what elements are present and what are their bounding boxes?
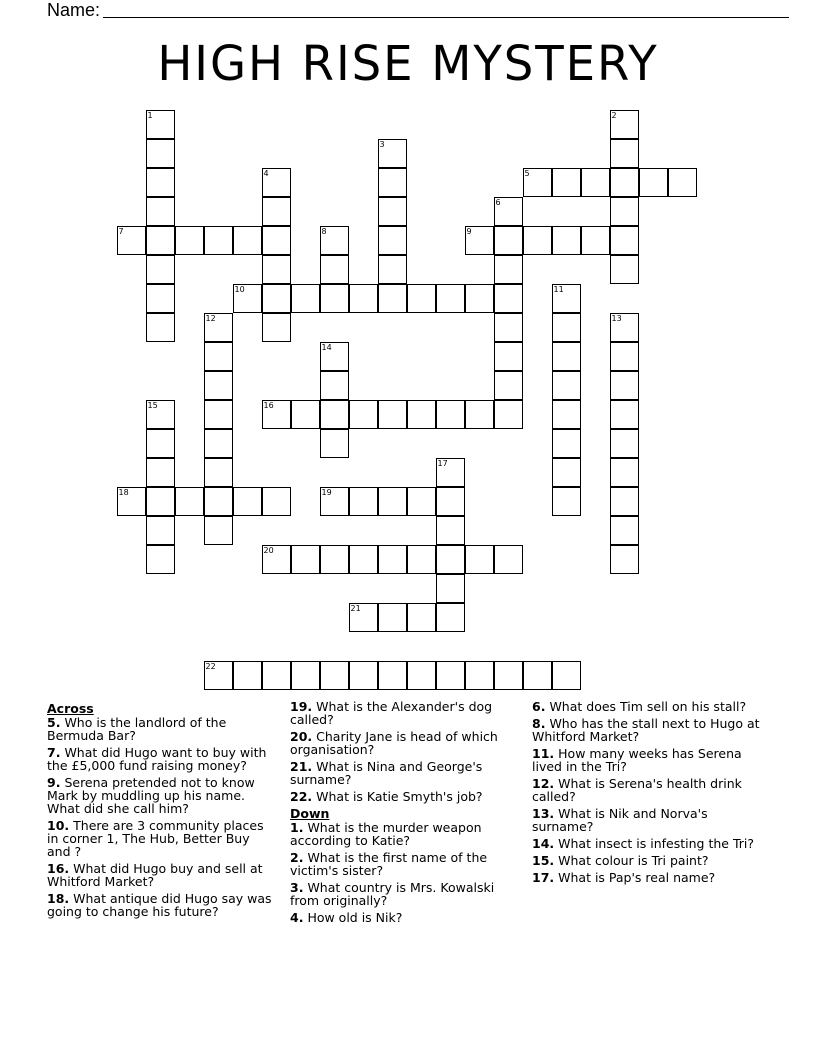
grid-cell[interactable] <box>262 284 291 313</box>
grid-cell[interactable] <box>175 487 204 516</box>
clue-number: 20 <box>263 545 274 555</box>
clue-down-6: 6. What does Tim sell on his stall? <box>532 699 747 714</box>
grid-cell[interactable] <box>610 197 639 226</box>
clue-number: 21 <box>350 603 361 613</box>
clue-across-22: 22. What is Katie Smyth's job? <box>290 789 483 804</box>
grid-cell[interactable] <box>320 226 349 255</box>
grid-cell[interactable] <box>233 226 262 255</box>
grid-cell[interactable] <box>610 313 639 342</box>
grid-cell[interactable] <box>117 487 146 516</box>
grid-cell[interactable] <box>378 197 407 226</box>
grid-cell[interactable] <box>494 313 523 342</box>
grid-cell[interactable] <box>581 226 610 255</box>
grid-cell[interactable] <box>117 226 146 255</box>
grid-cell[interactable] <box>262 313 291 342</box>
grid-cell[interactable] <box>291 284 320 313</box>
grid-cell[interactable] <box>146 429 175 458</box>
grid-cell[interactable] <box>320 429 349 458</box>
clue-number: 18 <box>118 487 129 497</box>
grid-cell[interactable] <box>436 603 465 632</box>
grid-cell[interactable] <box>436 661 465 690</box>
grid-cell[interactable] <box>523 168 552 197</box>
clue-number: 7 <box>118 226 124 236</box>
grid-cell[interactable] <box>349 661 378 690</box>
clue-down-14: 14. What insect is infesting the Tri? <box>532 836 754 851</box>
clue-number: 16 <box>263 400 274 410</box>
clue-number: 11 <box>553 284 564 294</box>
clue-number: 22 <box>205 661 216 671</box>
grid-cell[interactable] <box>610 487 639 516</box>
grid-cell[interactable] <box>204 458 233 487</box>
grid-cell[interactable] <box>378 284 407 313</box>
grid-cell[interactable] <box>320 545 349 574</box>
grid-cell[interactable] <box>378 603 407 632</box>
clue-across-20: 20. Charity Jane is head of which organisation? <box>290 729 498 757</box>
grid-cell[interactable] <box>465 284 494 313</box>
grid-cell[interactable] <box>610 400 639 429</box>
grid-cell[interactable] <box>146 226 175 255</box>
grid-cell[interactable] <box>494 371 523 400</box>
grid-cell[interactable] <box>146 168 175 197</box>
clue-number: 13 <box>611 313 622 323</box>
grid-cell[interactable] <box>407 545 436 574</box>
grid-cell[interactable] <box>610 458 639 487</box>
clue-across-10: 10. There are 3 community places in corner 1, The Hub, Better Buy and ? <box>47 818 264 859</box>
grid-cell[interactable] <box>610 168 639 197</box>
clue-down-13: 13. What is Nik and Norva's surname? <box>532 806 708 834</box>
grid-cell[interactable] <box>204 400 233 429</box>
grid-cell[interactable] <box>610 226 639 255</box>
clue-down-17: 17. What is Pap's real name? <box>532 870 716 885</box>
grid-cell[interactable] <box>610 545 639 574</box>
clue-down-3: 3. What country is Mrs. Kowalski from originally? <box>290 880 495 908</box>
clue-down-12: 12. What is Serena's health drink called? <box>532 776 742 804</box>
grid-cell[interactable] <box>204 371 233 400</box>
grid-cell[interactable] <box>146 545 175 574</box>
grid-cell[interactable] <box>146 458 175 487</box>
clue-number: 19 <box>321 487 332 497</box>
clue-number: 5 <box>524 168 530 178</box>
grid-cell[interactable] <box>146 487 175 516</box>
grid-cell[interactable] <box>523 661 552 690</box>
grid-cell[interactable] <box>233 661 262 690</box>
grid-cell[interactable] <box>494 197 523 226</box>
grid-cell[interactable] <box>378 139 407 168</box>
grid-cell[interactable] <box>262 197 291 226</box>
grid-cell[interactable] <box>552 429 581 458</box>
clue-down-11: 11. How many weeks has Serena lived in the Tri? <box>532 746 742 774</box>
grid-cell[interactable] <box>262 255 291 284</box>
clue-number: 15 <box>147 400 158 410</box>
grid-cell[interactable] <box>465 400 494 429</box>
grid-cell[interactable] <box>494 284 523 313</box>
grid-cell[interactable] <box>349 400 378 429</box>
clue-number: 8 <box>321 226 327 236</box>
grid-cell[interactable] <box>262 661 291 690</box>
clue-number: 17 <box>437 458 448 468</box>
grid-cell[interactable] <box>552 284 581 313</box>
grid-cell[interactable] <box>320 342 349 371</box>
grid-cell[interactable] <box>146 516 175 545</box>
grid-cell[interactable] <box>494 545 523 574</box>
grid-cell[interactable] <box>552 313 581 342</box>
grid-cell[interactable] <box>610 139 639 168</box>
grid-cell[interactable] <box>262 487 291 516</box>
grid-cell[interactable] <box>407 400 436 429</box>
grid-cell[interactable] <box>204 342 233 371</box>
grid-cell[interactable] <box>552 168 581 197</box>
grid-cell[interactable] <box>494 342 523 371</box>
clue-across-7: 7. What did Hugo want to buy with the £5,000 fund raising money? <box>47 745 267 773</box>
clue-down-1: 1. What is the murder weapon according to Katie? <box>290 820 482 848</box>
across-heading: Across <box>47 701 94 716</box>
grid-cell[interactable] <box>291 661 320 690</box>
grid-cell[interactable] <box>436 516 465 545</box>
clue-down-15: 15. What colour is Tri paint? <box>532 853 709 868</box>
grid-cell[interactable] <box>581 168 610 197</box>
grid-cell[interactable] <box>320 255 349 284</box>
grid-cell[interactable] <box>378 661 407 690</box>
grid-cell[interactable] <box>465 661 494 690</box>
grid-cell[interactable] <box>378 226 407 255</box>
clue-across-21: 21. What is Nina and George's surname? <box>290 759 483 787</box>
grid-cell[interactable] <box>349 603 378 632</box>
grid-cell[interactable] <box>407 487 436 516</box>
grid-cell[interactable] <box>407 284 436 313</box>
clue-number: 4 <box>263 168 269 178</box>
grid-cell[interactable] <box>146 400 175 429</box>
grid-cell[interactable] <box>378 255 407 284</box>
clue-down-8: 8. Who has the stall next to Hugo at Whitford Market? <box>532 716 760 744</box>
clue-down-4: 4. How old is Nik? <box>290 910 403 925</box>
grid-cell[interactable] <box>146 110 175 139</box>
grid-cell[interactable] <box>320 284 349 313</box>
grid-cell[interactable] <box>436 545 465 574</box>
grid-cell[interactable] <box>146 197 175 226</box>
clue-number: 2 <box>611 110 617 120</box>
grid-cell[interactable] <box>610 516 639 545</box>
grid-cell[interactable] <box>436 284 465 313</box>
grid-cell[interactable] <box>349 284 378 313</box>
grid-cell[interactable] <box>494 661 523 690</box>
down-heading: Down <box>290 806 330 821</box>
grid-cell[interactable] <box>378 168 407 197</box>
clue-number: 14 <box>321 342 332 352</box>
grid-cell[interactable] <box>349 545 378 574</box>
grid-cell[interactable] <box>552 661 581 690</box>
grid-cell[interactable] <box>436 487 465 516</box>
clue-number: 12 <box>205 313 216 323</box>
grid-cell[interactable] <box>146 284 175 313</box>
grid-cell[interactable] <box>146 313 175 342</box>
grid-cell[interactable] <box>204 429 233 458</box>
grid-cell[interactable] <box>407 603 436 632</box>
grid-cell[interactable] <box>436 574 465 603</box>
clues-column-3 <box>532 700 767 888</box>
grid-cell[interactable] <box>436 400 465 429</box>
grid-cell[interactable] <box>204 516 233 545</box>
clue-number: 6 <box>495 197 501 207</box>
grid-cell[interactable] <box>407 661 436 690</box>
grid-cell[interactable] <box>204 661 233 690</box>
grid-cell[interactable] <box>552 226 581 255</box>
grid-cell[interactable] <box>465 545 494 574</box>
grid-cell[interactable] <box>494 255 523 284</box>
page-title: HIGH RISE MYSTERY <box>157 36 659 92</box>
grid-cell[interactable] <box>668 168 697 197</box>
grid-cell[interactable] <box>436 458 465 487</box>
grid-cell[interactable] <box>291 545 320 574</box>
grid-cell[interactable] <box>378 545 407 574</box>
grid-cell[interactable] <box>552 458 581 487</box>
clue-number: 3 <box>379 139 385 149</box>
grid-cell[interactable] <box>610 342 639 371</box>
grid-cell[interactable] <box>262 168 291 197</box>
grid-cell[interactable] <box>291 400 320 429</box>
grid-cell[interactable] <box>639 168 668 197</box>
grid-cell[interactable] <box>552 371 581 400</box>
clue-number: 10 <box>234 284 245 294</box>
clue-across-9: 9. Serena pretended not to know Mark by muddling up his name. What did she call him? <box>47 775 255 816</box>
clue-down-2: 2. What is the first name of the victim's sister? <box>290 850 488 878</box>
grid-cell[interactable] <box>320 400 349 429</box>
grid-cell[interactable] <box>204 313 233 342</box>
grid-cell[interactable] <box>233 487 262 516</box>
clue-number: 9 <box>466 226 472 236</box>
clue-number: 1 <box>147 110 153 120</box>
grid-cell[interactable] <box>204 226 233 255</box>
grid-cell[interactable] <box>552 400 581 429</box>
grid-cell[interactable] <box>262 545 291 574</box>
grid-cell[interactable] <box>146 255 175 284</box>
grid-cell[interactable] <box>233 284 262 313</box>
grid-cell[interactable] <box>320 371 349 400</box>
grid-cell[interactable] <box>262 400 291 429</box>
grid-cell[interactable] <box>610 371 639 400</box>
clues-column-2 <box>290 700 520 928</box>
grid-cell[interactable] <box>552 342 581 371</box>
grid-cell[interactable] <box>494 400 523 429</box>
grid-cell[interactable] <box>262 226 291 255</box>
grid-cell[interactable] <box>175 226 204 255</box>
grid-cell[interactable] <box>494 226 523 255</box>
grid-cell[interactable] <box>523 226 552 255</box>
grid-cell[interactable] <box>320 487 349 516</box>
clue-across-5: 5. Who is the landlord of the Bermuda Bar? <box>47 715 227 743</box>
grid-cell[interactable] <box>320 661 349 690</box>
clue-across-19: 19. What is the Alexander's dog called? <box>290 699 493 727</box>
clue-across-18: 18. What antique did Hugo say was going to change his future? <box>47 891 272 919</box>
grid-cell[interactable] <box>378 487 407 516</box>
grid-cell[interactable] <box>146 139 175 168</box>
grid-cell[interactable] <box>465 226 494 255</box>
clues-column-1 <box>47 700 277 922</box>
grid-cell[interactable] <box>610 110 639 139</box>
clue-across-16: 16. What did Hugo buy and sell at Whitford Market? <box>47 861 263 889</box>
grid-cell[interactable] <box>552 487 581 516</box>
grid-cell[interactable] <box>610 429 639 458</box>
name-label: Name: <box>47 0 101 20</box>
grid-cell[interactable] <box>204 487 233 516</box>
grid-cell[interactable] <box>349 487 378 516</box>
grid-cell[interactable] <box>610 255 639 284</box>
grid-cell[interactable] <box>378 400 407 429</box>
